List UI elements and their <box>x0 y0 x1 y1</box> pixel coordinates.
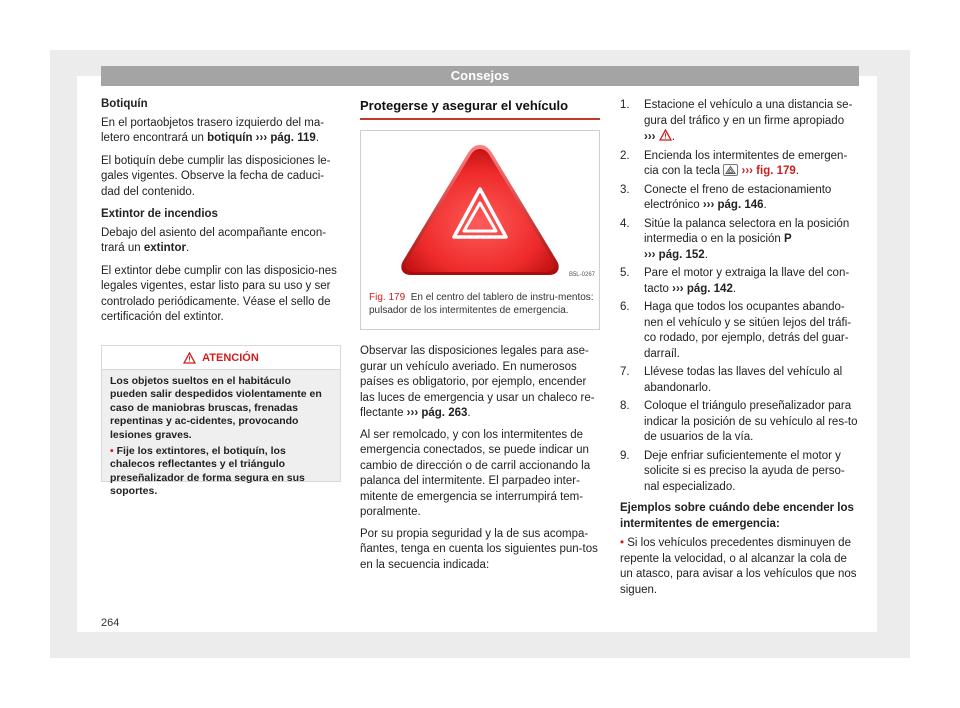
extintor-paragraph-1 <box>101 226 341 257</box>
figure-label: Fig. 179 <box>369 292 406 303</box>
hazard-key-icon <box>723 164 738 176</box>
list-item <box>620 365 860 396</box>
text-run: . <box>467 407 471 419</box>
step-number: 4. <box>620 217 630 230</box>
botiquin-paragraph-1 <box>101 116 341 147</box>
warning-triangle-icon <box>659 129 672 141</box>
paragraph-remolcado: Al ser remolcado, y con los intermitentes de emergencia conectados, se puede indicar un cambio de dirección o de carril accionando la palanca del intermitente. El parpadeo inter-mitente de emergencia se interrumpirá tem-poralmente. <box>360 428 591 518</box>
page-reference-link[interactable]: ››› pág. 142 <box>672 282 733 295</box>
figure-179 <box>360 130 600 330</box>
list-item <box>620 266 860 297</box>
step-text: Sitúe la palanca selectora en la posición intermedia o en la posición P ››› pág. 152. <box>644 217 850 261</box>
reference-arrows[interactable]: ››› <box>644 131 656 143</box>
text-run: Pare el motor y extraiga la llave del con-tacto <box>644 267 850 295</box>
text-run: Si los vehículos precedentes disminuyen de repente la velocidad, o al alcanzar la cola de un atasco, para avisar a los vehículos que nos siguen. <box>620 537 857 596</box>
text-run: Debajo del asiento del acompañante encon-trará un <box>101 226 327 254</box>
page-number: 264 <box>101 617 120 629</box>
hazard-button-image <box>361 131 599 286</box>
step-number: 5. <box>620 267 630 279</box>
text-run: Conecte el freno de estacionamiento electrónico <box>644 183 832 211</box>
step-number: 3. <box>620 183 630 196</box>
list-item <box>620 183 860 214</box>
bullet: • <box>110 445 114 458</box>
step-number: 9. <box>620 449 630 462</box>
paragraph-seguridad: Por su propia seguridad y la de sus acompa-ñantes, tenga en cuenta los siguientes pun-tos en la secuencia indicada: <box>360 527 598 571</box>
warning-title: ATENCIÓN <box>202 351 259 364</box>
page-reference-link[interactable]: ››› pág. 146 <box>702 199 764 211</box>
list-item <box>620 217 860 264</box>
bold-term: botiquín <box>207 132 253 144</box>
step-number: 6. <box>620 301 630 313</box>
column-middle-text <box>360 344 600 579</box>
list-item <box>620 449 860 496</box>
text-run: En el portaobjetos trasero izquierdo del ma-letero encontrará un <box>101 116 325 144</box>
botiquin-paragraph-2: El botiquín debe cumplir las disposiciones le-gales vigentes. Observe la fecha de caduci-dad del contenido. <box>101 154 331 198</box>
warning-text-2 <box>110 445 330 499</box>
bold-term: extintor <box>143 242 186 254</box>
warning-body <box>102 370 340 506</box>
text-run: Encienda los intermitentes de emergen-cia con la tecla <box>644 149 848 177</box>
page-reference-link[interactable]: ››› pág. 263 <box>406 407 468 419</box>
list-item <box>620 399 860 446</box>
warning-header <box>102 346 340 370</box>
step-text: Deje enfriar suficientemente el motor y solicite si es preciso la ayuda de perso-nal especializado. <box>644 449 845 493</box>
gear-position: P <box>784 233 792 245</box>
warning-box <box>101 345 341 498</box>
extintor-paragraph-2: El extintor debe cumplir con las disposicio-nes legales vigentes, estar listo para su uso y ser controlado periódicamente. Véase el sello de certificación del extintor. <box>101 264 337 323</box>
column-right <box>620 98 860 605</box>
figure-reference-link[interactable]: ››› fig. 179 <box>741 165 796 177</box>
paragraph-observar <box>360 344 600 422</box>
steps-list <box>620 98 860 495</box>
step-number: 8. <box>620 400 630 412</box>
list-item <box>620 300 860 362</box>
chapter-header: Consejos <box>101 66 859 86</box>
hazard-button-icon <box>361 131 599 286</box>
text-run: Estacione el vehículo a una distancia se-gura del tráfico y en un firme apropiado <box>644 99 853 127</box>
bullet: • <box>620 537 625 549</box>
text-run: Sitúe la palanca selectora en la posición intermedia o en la posición <box>644 217 850 245</box>
step-text: Haga que todos los ocupantes abando-nen el vehículo y se sitúen lejos del tráfi-co rodado, por ejemplo, detrás del guar-darraíl. <box>644 301 852 360</box>
page-reference-link[interactable]: ››› pág. 119 <box>255 132 316 144</box>
list-item <box>620 98 860 146</box>
page-reference-link[interactable]: ››› pág. 152 <box>644 248 705 261</box>
step-number: 2. <box>620 149 630 162</box>
step-text: Pare el motor y extraiga la llave del con-tacto ››› pág. 142. <box>644 267 850 295</box>
botiquin-heading: Botiquín <box>101 98 148 110</box>
text-run: . <box>186 242 190 254</box>
figure-caption <box>369 292 594 317</box>
examples-heading: Ejemplos sobre cuándo debe encender los intermitentes de emergencia: <box>620 502 854 530</box>
column-left <box>101 97 341 333</box>
list-item <box>620 149 860 180</box>
step-text: Estacione el vehículo a una distancia se-gura del tráfico y en un firme apropiado ››› . <box>644 99 853 143</box>
step-number: 7. <box>620 366 630 378</box>
text-run: Fije los extintores, el botiquín, los chalecos reflectantes y el triángulo preseñalizador de forma segura en sus soportes. <box>110 445 305 498</box>
warning-text-1: Los objetos sueltos en el habitáculo pueden salir despedidos violentamente en caso de maniobras bruscas, frenadas repentinas y ac-cidentes, provocando lesiones graves. <box>110 375 322 441</box>
step-text: Conecte el freno de estacionamiento electrónico ››› pág. 146. <box>644 183 832 211</box>
figure-code: B5L-0267 <box>568 272 595 278</box>
step-text: Encienda los intermitentes de emergen-cia con la tecla ››› fig. 179. <box>644 149 848 177</box>
step-text: Coloque el triángulo preseñalizador para indicar la posición de su vehículo al res-to de usuarios de la vía. <box>644 400 858 443</box>
section-title: Protegerse y asegurar el vehículo <box>360 98 600 120</box>
extintor-heading: Extintor de incendios <box>101 208 218 220</box>
examples-item <box>620 536 860 598</box>
text-run: En el centro del tablero de instru-mentos: pulsador de los intermitentes de emergencia. <box>369 292 594 316</box>
step-text: Llévese todas las llaves del vehículo al abandonarlo. <box>644 366 843 394</box>
warning-triangle-icon <box>183 352 196 364</box>
text-run: . <box>315 132 319 144</box>
text-run: Observar las disposiciones legales para ase-gurar un vehículo averiado. En numerosos países es obligatorio, por ejemplo, encender las luces de emergencia y usar un chaleco re-flectante <box>360 345 595 419</box>
step-number: 1. <box>620 99 630 111</box>
